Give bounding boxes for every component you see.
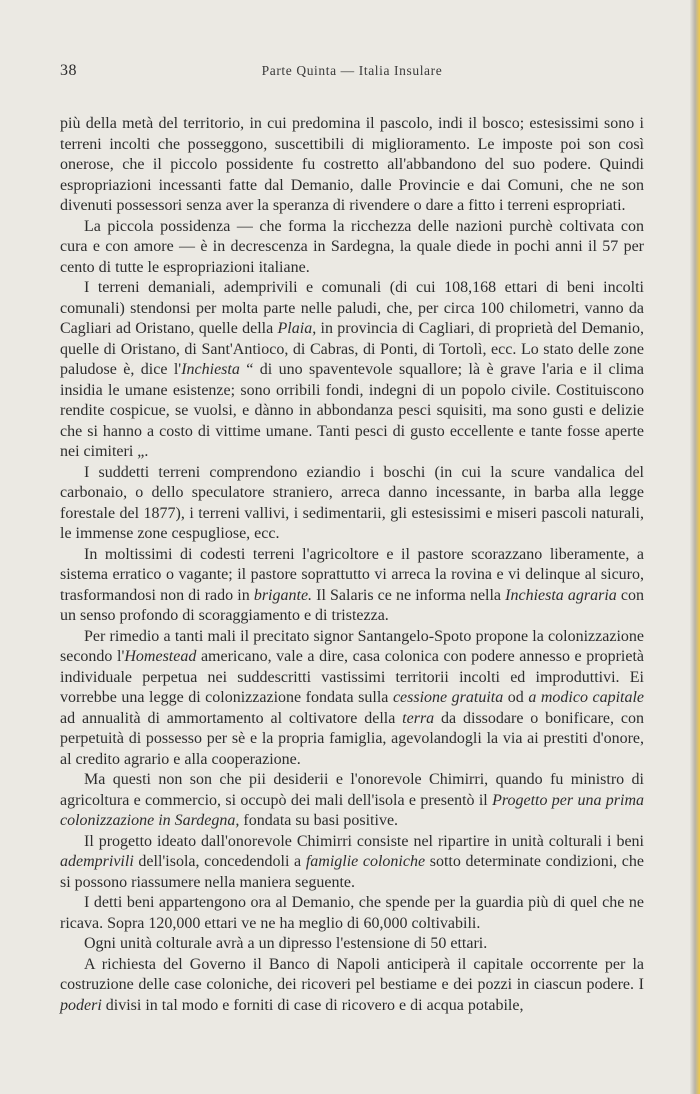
paragraph-11	[60, 955, 644, 1017]
page-number: 38	[60, 62, 77, 79]
paragraph-5	[60, 545, 644, 627]
paragraph-10	[60, 934, 644, 955]
text-run: da dissodare o bonificare, con perpetuità di possesso per sè e la propria famiglia, agevolandogli la via ai prestiti d'onore, al credito agrario e alla cooperazione.	[60, 709, 644, 768]
text-body	[60, 114, 644, 1016]
text-run: “ di uno spaventevole squallore; là è grave l'aria e il clima insidia le umane esistenze; sono orribili fondi, indegni di un popolo civile. Costituiscono rendite cospicue, se vuolsi, e dànno in abbondanza pesci squisiti, ma sono gusti e delizie che si hanno a costo di vittime umane. Tanti pesci di gusto eccellente e tante fosse aperte nei cimiteri „.	[60, 361, 645, 460]
text-run: sotto determinate condizioni, che si possono riassumere nella maniera seguente.	[60, 853, 645, 891]
text-run: divisi in tal modo e forniti di case di ricovero e di acqua potabile,	[101, 996, 524, 1014]
running-title: Parte Quinta — Italia Insulare	[261, 63, 443, 78]
text-run: La piccola possidenza — che forma la ricchezza delle nazioni purchè coltivata con cura e con amore — è in decrescenza in Sardegna, la quale diede in pochi anni il 57 per cento di tutte le espropriazioni italiane.	[60, 217, 644, 276]
text-run: I suddetti terreni comprendono eziandio i boschi (in cui la scure vandalica del carbonaio, o dello speculatore straniero, arreca danno incessante, in barba alla legge forestale del 1877), i terreni vallivi, i sedimentarii, gli estesissimi e miseri pascoli naturali, le immense zone cespugliose, ecc.	[60, 463, 644, 542]
paragraph-6	[60, 627, 644, 771]
text-run: I terreni demaniali, ademprivili e comunali (di cui 108,168 ettari di beni incolti comunali) stendonsi per molta parte nelle paludi, che, per circa 100 chilometri, vanno da Cagliari ad Oristano, quelle della	[60, 279, 644, 337]
text-run: I detti beni appartengono ora al Demanio, che spende per la guardia più di quel che ne ricava. Sopra 120,000 ettari ve ne ha meglio di 60,000 coltivabili.	[60, 894, 644, 932]
italic-text: cessione gratuita	[392, 689, 504, 706]
italic-text: Inchiesta agraria	[505, 586, 617, 604]
italic-text: Progetto per una prima colonizzazione in Sardegna,	[60, 791, 645, 829]
text-run: Il Salaris ce ne informa nella	[312, 586, 506, 604]
text-run: od	[503, 689, 529, 706]
text-run: In moltissimi di codesti terreni l'agricoltore e il pastore scorazzano liberamente, a sistema erratico o vagante; il pastore soprattutto vi arreca la rovina e vi delinque al sicuro, trasformandosi non di rado in	[60, 545, 644, 604]
italic-text: a modico capitale	[528, 689, 645, 706]
paragraph-9	[60, 893, 644, 934]
text-run: ad annualità di ammortamento al coltivatore della	[60, 709, 403, 727]
italic-text: poderi	[60, 996, 102, 1014]
italic-text: Homestead	[124, 648, 197, 665]
paragraph-2	[60, 217, 644, 279]
italic-text: Plaia	[277, 320, 313, 337]
page-header	[60, 62, 644, 86]
italic-text: brigante.	[253, 586, 313, 604]
text-run: con un senso profondo di scoraggiamento e di tristezza.	[60, 586, 645, 624]
paragraph-4	[60, 463, 644, 545]
italic-text: Inchiesta	[181, 361, 240, 378]
text-run: Per rimedio a tanti mali il precitato signor Santangelo-Spoto propone la colonizzazione secondo l'	[60, 627, 644, 665]
text-run: Ogni unità colturale avrà a un dipresso l'estensione di 50 ettari.	[84, 935, 488, 952]
text-run: A richiesta del Governo il Banco di Napoli anticiperà il capitale occorrente per la costruzione delle case coloniche, dei ricoveri pel bestiame e dei pozzi in ciascun podere. I	[60, 955, 644, 993]
text-run: fondata su basi positive.	[239, 812, 399, 829]
text-run: più della metà del territorio, in cui predomina il pascolo, indi il bosco; estesissimi sono i terreni incolti che posseggono, suscettibili di miglioramento. Le imposte poi son così onerose, che il piccolo possidente fu costretto all'abbandono del suo podere. Quindi espropriazioni incessanti fatte dal Demanio, dalle Provincie e dai Comuni, che ne son divenuti possessori senza aver la speranza di rivendere o dare a fitto i terreni espropriati.	[60, 115, 644, 214]
text-run: Ma questi non son che pii desiderii e l'onorevole Chimirri, quando fu ministro di agricoltura e commercio, si occupò dei mali dell'isola e presentò il	[60, 771, 644, 809]
paragraph-8	[60, 832, 644, 894]
paragraph-1	[60, 114, 644, 217]
paragraph-3	[60, 278, 644, 463]
italic-text: ademprivili	[60, 853, 134, 870]
text-run: Il progetto ideato dall'onorevole Chimirri consiste nel ripartire in unità colturali i beni	[84, 832, 644, 850]
page-edge	[690, 0, 700, 1094]
text-run: americano, vale a dire, casa colonica con podere annesso e proprietà individuale perpetua nei suddescritti vastissimi territorii incolti ed improduttivi. Ei vorrebbe una legge di colonizzazione fondata sulla	[60, 648, 644, 706]
text-run: , in provincia di Cagliari, di proprietà del Demanio, quelle di Oristano, di Sant'Antioco, di Cabras, di Ponti, di Tortolì, ecc. Lo stato delle zone paludose è, dice l'	[60, 320, 644, 378]
italic-text: famiglie coloniche	[305, 853, 426, 870]
text-run: dell'isola, concedendoli a	[133, 853, 306, 870]
paragraph-7	[60, 770, 644, 832]
italic-text: terra	[402, 709, 435, 727]
